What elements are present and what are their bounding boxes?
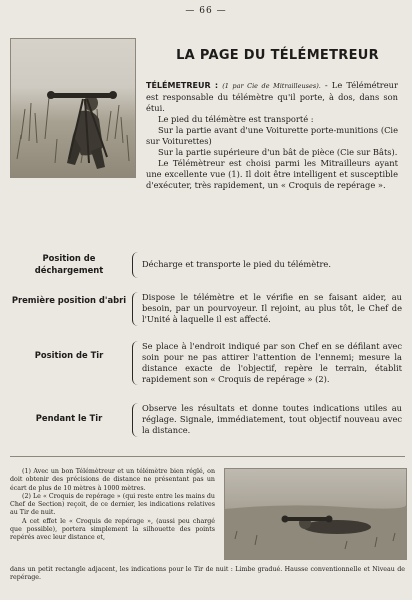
brace-divider bbox=[132, 292, 141, 326]
section-text: Dispose le télémètre et le vérifie en se faisant aider, au besoin, par un pourvoyeur. Il rejoint, au plus tôt, le Chef de l'Unité à laquelle il est affecté. bbox=[142, 292, 402, 324]
prone-rangefinder-photo bbox=[224, 468, 407, 560]
section-pendant-tir bbox=[10, 403, 402, 439]
brace-divider bbox=[132, 341, 141, 385]
brace-divider bbox=[132, 252, 141, 278]
intro-paragraph-5: Le Télémètreur est choisi parmi les Mitrailleurs ayant une excellente vue (1). Il doit être intelligent et susceptible d'exécuter, très rapidement, un « Croquis de repérage ». bbox=[146, 158, 398, 190]
section-premiere-position-abri bbox=[10, 292, 402, 328]
intro-paragraph-3: Sur la partie avant d'une Voiturette porte-munitions (Cie sur Voiturettes) bbox=[146, 125, 398, 146]
section-label: Pendant le Tir bbox=[35, 413, 103, 423]
page-number: — 66 — bbox=[185, 6, 227, 16]
section-position-tir bbox=[10, 341, 402, 387]
footnote-4: dans un petit rectangle adjacent, les indications pour le Tir de nuit : Limbe gradué. Hausse conventionnelle et Niveau de repérage. bbox=[10, 566, 405, 582]
section-text: Observe les résultats et donne toutes indications utiles au réglage. Signale, immédiatement, tout objectif nouveau avec la distance. bbox=[142, 403, 402, 435]
section-label: Première position d'abri bbox=[11, 295, 127, 305]
intro-paragraph-2: Le pied du télémètre est transporté : bbox=[158, 114, 314, 124]
section-text: Se place à l'endroit indiqué par son Chef en se défilant avec soin pour ne pas attirer l'attention de l'ennemi; mesure la distance exacte de l'objectif, repère le terrain, établit rapidement son « Croquis de repérage » (2). bbox=[142, 341, 402, 384]
intro-paragraph-1: - Le Télémétreur est responsable du télémètre qu'il porte, à dos, dans son étui. bbox=[146, 80, 398, 113]
intro-block bbox=[146, 80, 398, 191]
section-label: Position de déchargement bbox=[34, 253, 104, 275]
footnote-1: (1) Avec un bon Télémètreur et un télémètre bien réglé, on doit obtenir des précisions de distance ne présentant pas un écart de plus de 10 mètres à 1000 mètres. bbox=[10, 468, 215, 492]
section-label: Position de Tir bbox=[34, 350, 104, 360]
section-position-dechargement bbox=[10, 252, 402, 280]
page-title: LA PAGE DU TÉLÉMETREUR bbox=[176, 48, 379, 63]
footnote-rule bbox=[10, 456, 405, 457]
footnote-3: A cet effet le « Croquis de repérage », (aussi peu chargé que possible), portera simplement la silhouette des points repérés avec leur distance et, bbox=[10, 517, 215, 542]
footnote-2: (2) Le « Croquis de repérage » (qui reste entre les mains du Chef de Section) reçoit, de ce dernier, les indications relatives au Tir de nuit. bbox=[10, 492, 215, 517]
intro-reference: (1 par Cie de Mitrailleuses). bbox=[222, 82, 321, 90]
footnotes bbox=[10, 468, 215, 543]
brace-divider bbox=[132, 403, 141, 437]
intro-term: TÉLÉMETREUR : bbox=[146, 81, 219, 90]
section-text: Décharge et transporte le pied du télémètre. bbox=[142, 259, 331, 269]
intro-paragraph-4: Sur la partie supérieure d'un bât de pièce (Cie sur Bâts). bbox=[158, 147, 398, 157]
rangefinder-operator-photo bbox=[10, 38, 136, 178]
